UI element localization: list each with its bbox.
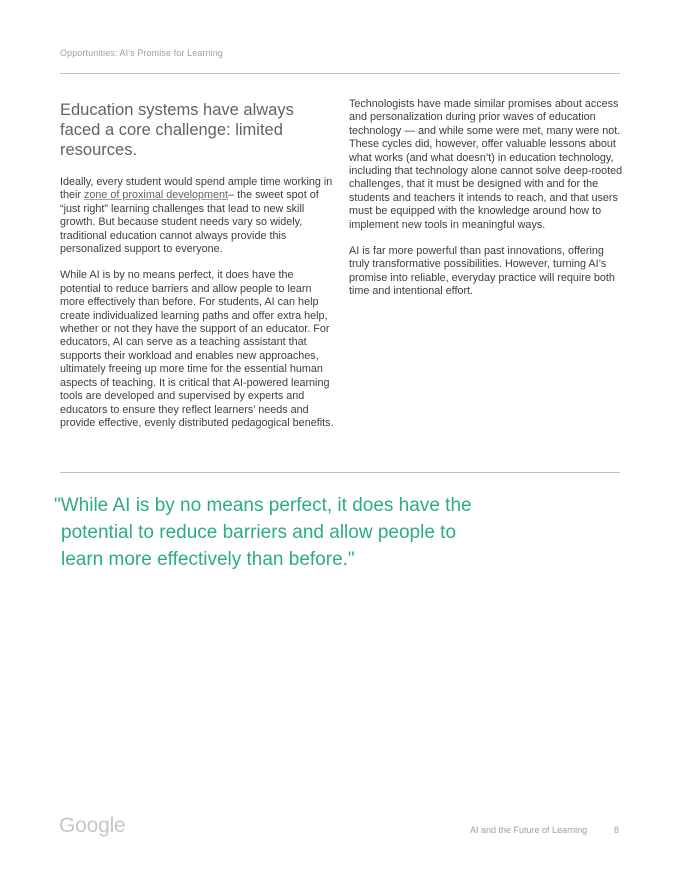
right-paragraph-2: AI is far more powerful than past innovations, offering truly transformative possibilities. However, turning AI’s promise into reliable, everyday practice will require both time and intentional effort. [349, 245, 615, 298]
pull-quote-line-1: "While AI is by no means perfect, it does have the [54, 495, 472, 516]
left-paragraph-1 [60, 176, 334, 256]
left-paragraph-1-text-b: – the sweet spot of “just right” learning challenges that lead to new skill growth. But because student needs vary so widely, traditional education cannot always provide this personalized support to everyone. [60, 189, 319, 256]
pull-quote [54, 492, 524, 573]
pull-quote-line-2: potential to reduce barriers and allow people to [61, 522, 457, 543]
header-title: Opportunities: AI’s Promise for Learning [60, 48, 223, 58]
left-paragraph-2: While AI is by no means perfect, it does have the potential to reduce barriers and allow people to learn more effectively than before. For students, AI can help create individualized learning paths and offer extra help, whether or not they have the support of an educator. For educators, AI can serve as a teaching assistant that supports their workload and enables new approaches, ultimately freeing up more time for the essential human aspects of teaching. It is critical that AI-powered learning tools are developed and supervised by experts and educators to ensure they reflect learners’ needs and provide effective, evenly distributed pedagogical benefits. [60, 269, 334, 429]
section-subhead: Education systems have always faced a core challenge: limited resources. [60, 101, 294, 159]
left-paragraph-1-text-a: Ideally, every student would spend ample time working in their [60, 176, 333, 202]
middle-divider [60, 472, 620, 473]
right-column [349, 98, 623, 312]
left-column [60, 98, 334, 443]
footer-title: AI and the Future of Learning [470, 825, 588, 835]
google-logo: Google [59, 814, 126, 837]
top-divider [60, 73, 620, 74]
pull-quote-line-3: learn more effectively than before." [61, 549, 355, 570]
zone-of-proximal-development-link[interactable]: zone of proximal development [84, 189, 229, 202]
page-number: 8 [614, 825, 620, 835]
right-paragraph-1: Technologists have made similar promises about access and personalization during prior waves of education technology — and while some were met, many were not. These cycles did, however, offer valuable lessons about what works (and what doesn’t) in education technology, including that technology alone cannot solve deep-rooted challenges, that it must be designed with and for the students and teachers it intends to reach, and that users must be equipped with the knowledge around how to implement new tools in meaningful ways. [349, 98, 623, 231]
